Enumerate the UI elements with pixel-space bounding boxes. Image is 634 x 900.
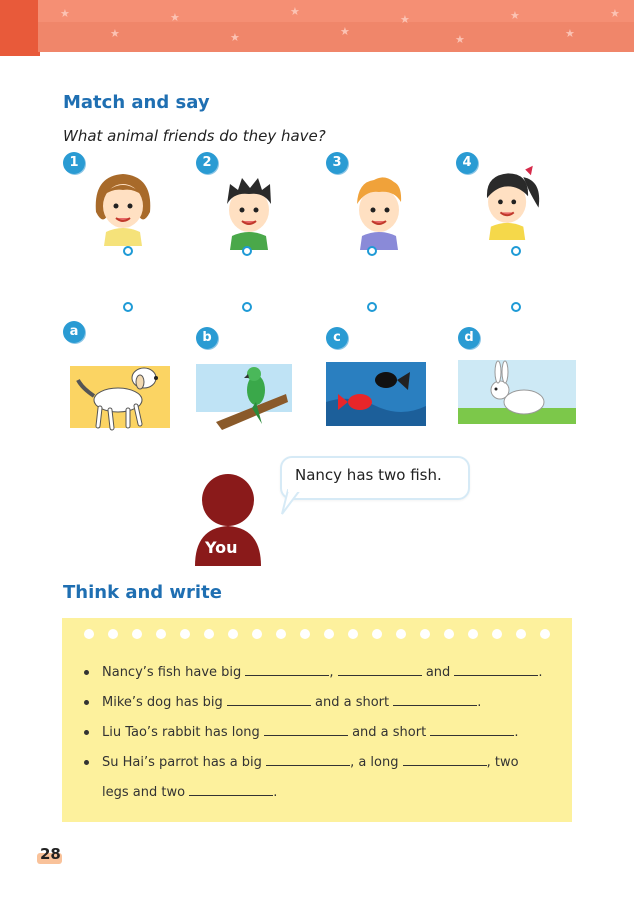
banner-edge	[0, 0, 40, 56]
sentence-1	[84, 664, 543, 680]
match-dot-person-3[interactable]	[367, 246, 377, 256]
match-dot-animal-a[interactable]	[123, 302, 133, 312]
star-icon: ★	[170, 11, 180, 24]
girl-ponytail-icon	[474, 160, 544, 240]
you-label: You	[205, 538, 238, 557]
sentence-4-continued	[102, 784, 277, 800]
answer-blank[interactable]	[266, 754, 350, 766]
match-and-say-title: Match and say	[63, 92, 210, 113]
bullet-icon	[84, 700, 89, 705]
match-dot-person-2[interactable]	[242, 246, 252, 256]
answer-blank[interactable]	[430, 724, 514, 736]
star-icon: ★	[340, 25, 350, 38]
sentence-text: Nancy’s fish have big	[102, 665, 246, 680]
banner-top	[38, 0, 634, 22]
answer-blank[interactable]	[264, 724, 348, 736]
goldfish-icon	[326, 362, 426, 426]
number-badge-1: 1	[63, 152, 85, 174]
answer-blank[interactable]	[245, 664, 329, 676]
speech-text: Nancy has two fish.	[295, 466, 442, 484]
bullet-icon	[84, 730, 89, 735]
star-icon: ★	[510, 9, 520, 22]
sentence-text: Mike’s dog has big	[102, 695, 227, 710]
answer-blank[interactable]	[189, 784, 273, 796]
letter-badge-b: b	[196, 327, 218, 349]
letter-badge-c: c	[326, 327, 348, 349]
rabbit-icon	[458, 360, 576, 424]
sentence-text: , two	[486, 755, 519, 770]
boy-black-hair-icon	[214, 170, 284, 250]
speech-bubble-tail-icon	[278, 488, 300, 516]
letter-badge-a: a	[63, 321, 85, 343]
header-banner	[0, 0, 634, 56]
girl-brown-hair-icon	[88, 166, 158, 246]
bullet-icon	[84, 760, 89, 765]
match-dot-person-4[interactable]	[511, 246, 521, 256]
star-icon: ★	[230, 31, 240, 44]
answer-blank[interactable]	[338, 664, 422, 676]
answer-blank[interactable]	[454, 664, 538, 676]
sentence-text: , a long	[350, 755, 403, 770]
sentence-text: .	[538, 665, 543, 680]
answer-blank[interactable]	[393, 694, 477, 706]
sentence-text: ,	[329, 665, 338, 680]
think-and-write-title: Think and write	[63, 582, 222, 603]
answer-blank[interactable]	[403, 754, 487, 766]
star-icon: ★	[60, 7, 70, 20]
answer-blank[interactable]	[227, 694, 311, 706]
boy-blond-hair-icon	[344, 170, 414, 250]
sentence-text: .	[514, 725, 519, 740]
sentence-text: .	[273, 785, 278, 800]
sentence-text: and a short	[347, 725, 431, 740]
star-icon: ★	[400, 13, 410, 26]
star-icon: ★	[565, 27, 575, 40]
star-icon: ★	[290, 5, 300, 18]
match-dot-animal-b[interactable]	[242, 302, 252, 312]
bullet-icon	[84, 670, 89, 675]
sentence-text: and	[421, 665, 455, 680]
number-badge-2: 2	[196, 152, 218, 174]
star-icon: ★	[610, 7, 620, 20]
sentence-text: .	[477, 695, 482, 710]
letter-badge-d: d	[458, 327, 480, 349]
match-dot-animal-c[interactable]	[367, 302, 377, 312]
parrot-icon	[196, 360, 292, 430]
sentence-text: legs and two	[102, 785, 190, 800]
number-badge-4: 4	[456, 152, 478, 174]
sentence-4	[84, 754, 519, 770]
sentence-2	[84, 694, 481, 710]
star-icon: ★	[110, 27, 120, 40]
star-icon: ★	[455, 33, 465, 46]
dog-icon	[70, 360, 170, 432]
question-text: What animal friends do they have?	[63, 127, 326, 145]
match-dot-person-1[interactable]	[123, 246, 133, 256]
sentence-text: Liu Tao’s rabbit has long	[102, 725, 264, 740]
sentence-3	[84, 724, 518, 740]
match-dot-animal-d[interactable]	[511, 302, 521, 312]
page-number: 28	[40, 845, 61, 863]
number-badge-3: 3	[326, 152, 348, 174]
sentence-text: Su Hai’s parrot has a big	[102, 755, 267, 770]
sentence-text: and a short	[310, 695, 394, 710]
